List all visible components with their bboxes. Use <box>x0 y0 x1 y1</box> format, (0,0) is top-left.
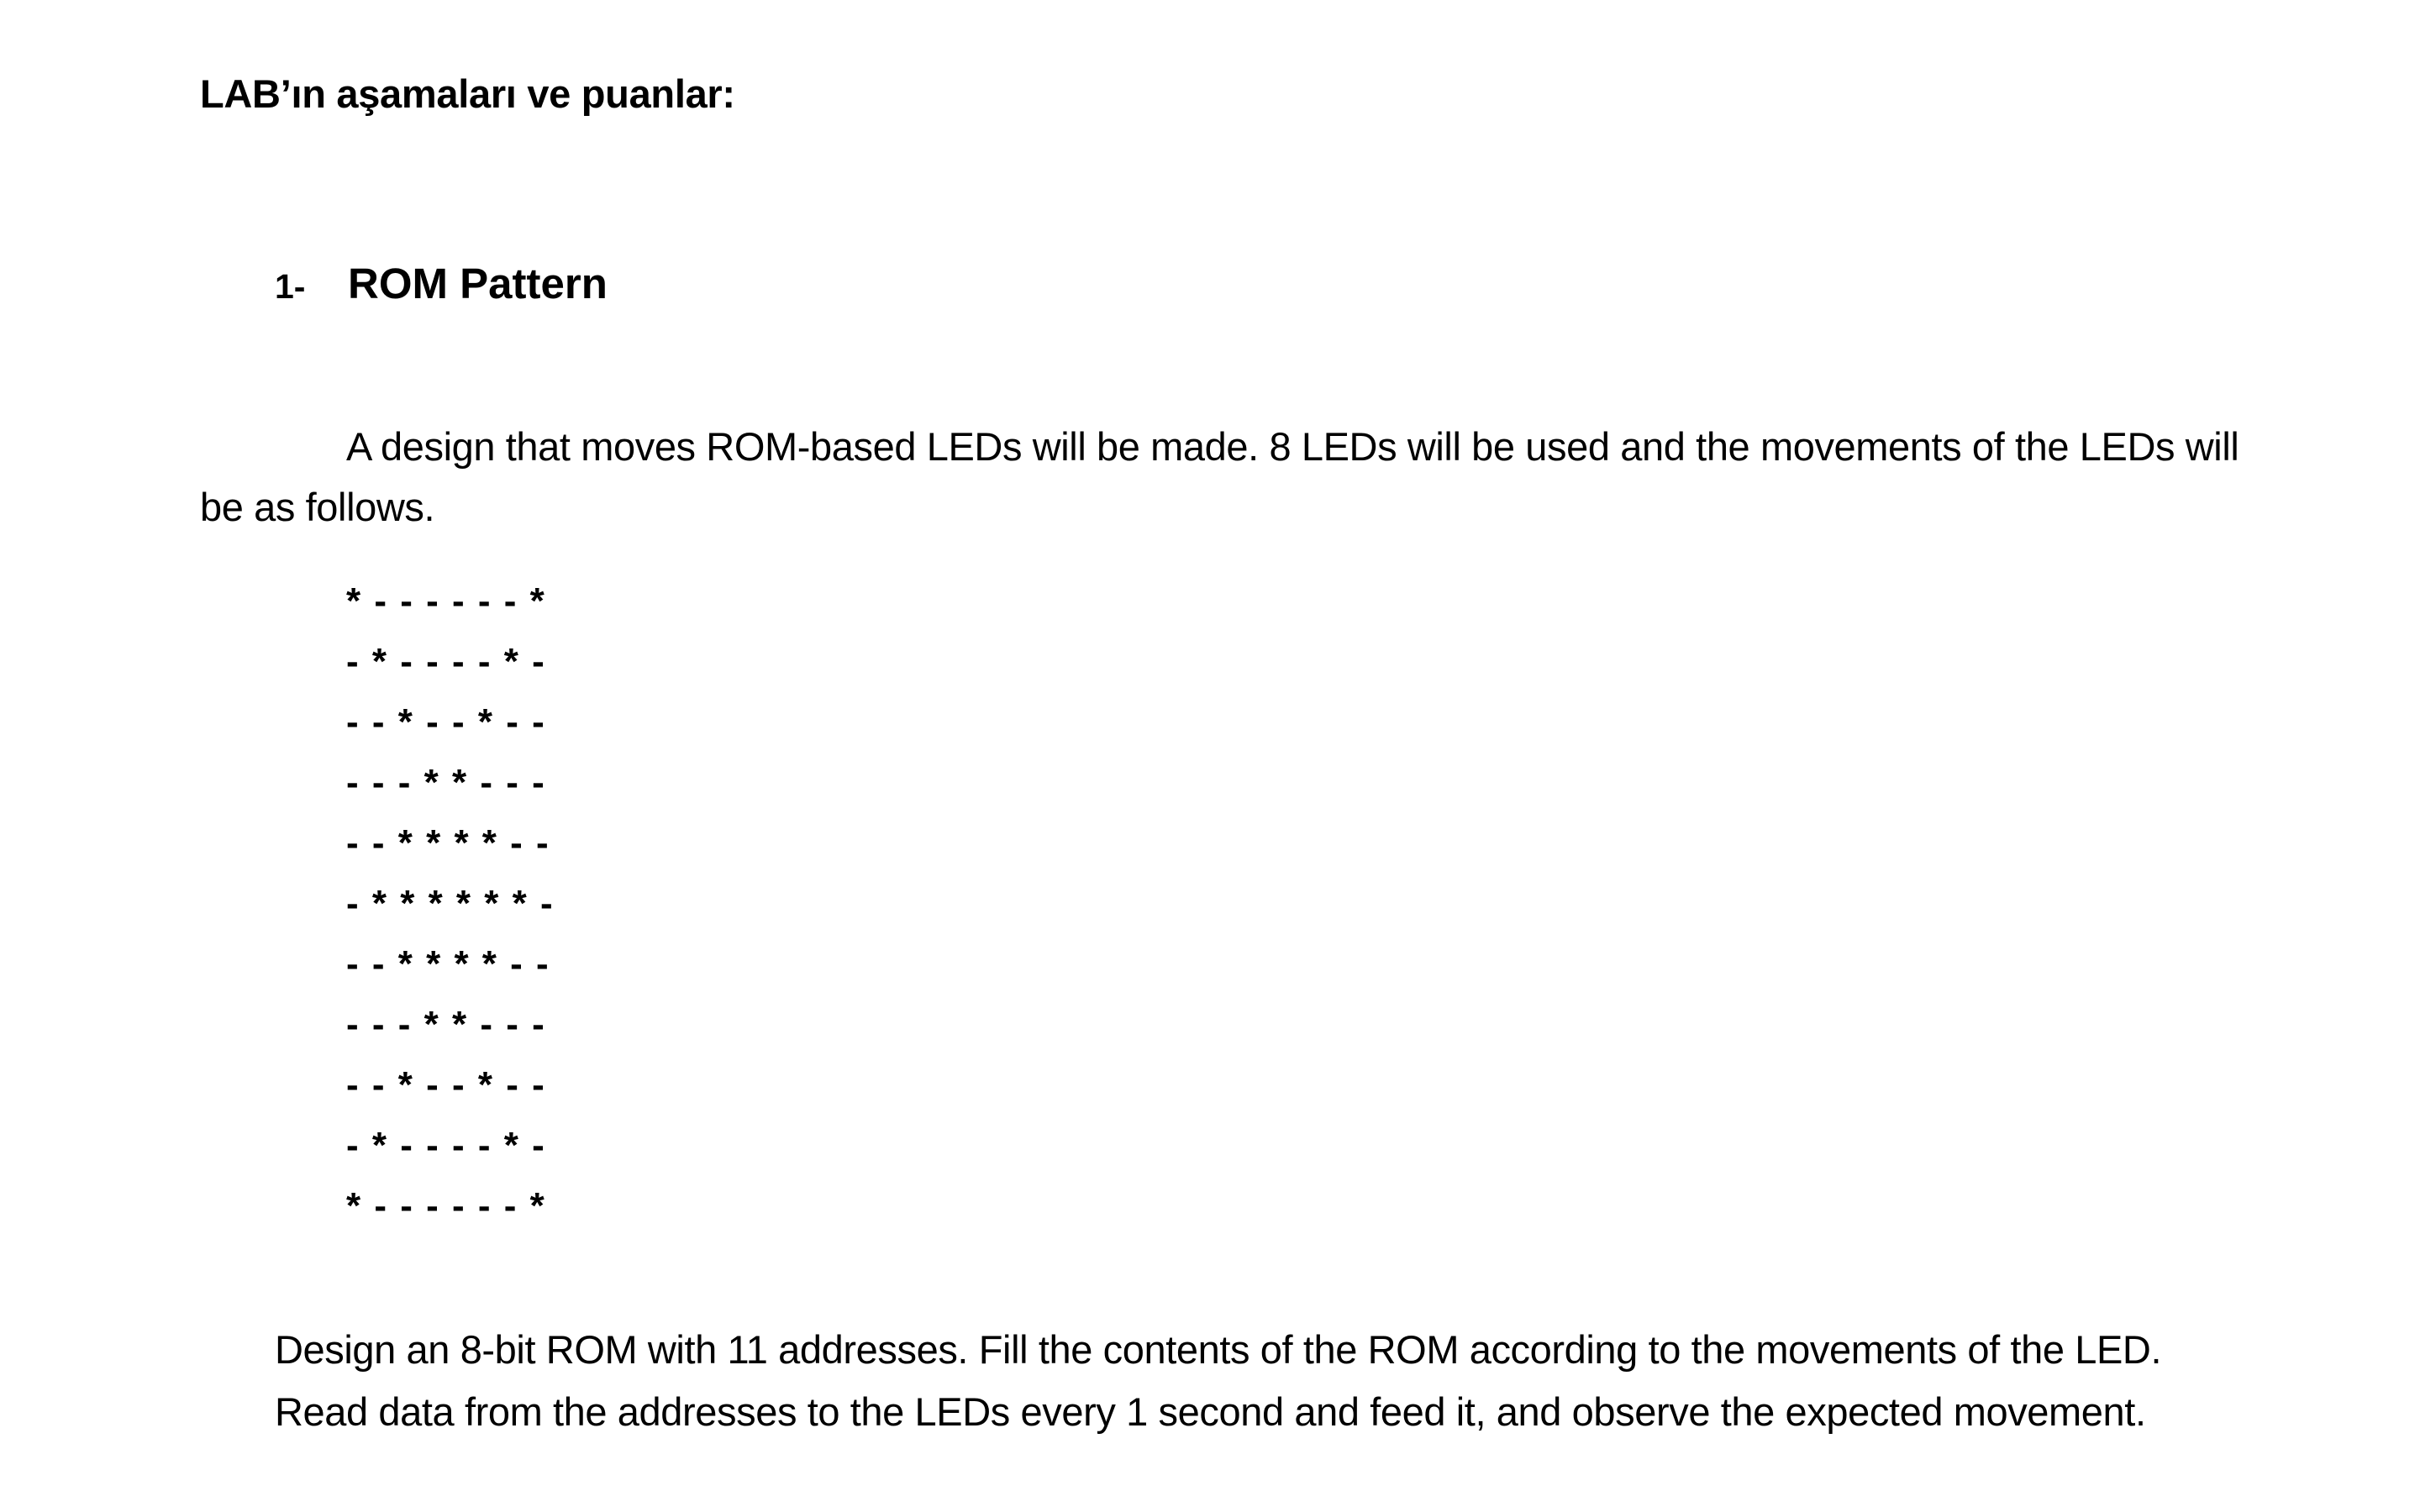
led-pattern-list <box>346 571 555 1236</box>
section-heading: LAB’ın aşamaları ve puanlar: <box>200 71 735 116</box>
subsection-title-text: ROM Pattern <box>348 260 608 307</box>
pattern-row: - * * * * * * - <box>346 883 555 924</box>
pattern-row: - * - - - - * - <box>346 1125 546 1166</box>
pattern-row: - - - * * - - - <box>346 1004 546 1045</box>
pattern-row: - - * * * * - - <box>346 943 550 984</box>
instructions-paragraph <box>275 1319 2325 1443</box>
intro-paragraph: A design that moves ROM-based LEDs will be made. 8 LEDs will be used and the movements of the LEDs will be as follows. <box>200 424 2239 529</box>
subsection-title <box>275 259 608 308</box>
pattern-row: - - - * * - - - <box>346 762 546 803</box>
pattern-row: - - * * * * - - <box>346 822 550 864</box>
pattern-row: - - * - - * - - <box>346 1064 546 1105</box>
instruction-line: Design an 8-bit ROM with 11 addresses. Fill the contents of the ROM according to the movements of the LED. <box>275 1327 2162 1372</box>
instruction-line: Read data from the addresses to the LEDs every 1 second and feed it, and observe the expected movement. <box>275 1389 2146 1434</box>
pattern-row: - * - - - - * - <box>346 641 546 682</box>
subsection-number: 1- <box>275 267 306 306</box>
pattern-row: * - - - - - - * <box>346 580 546 622</box>
pattern-row: * - - - - - - * <box>346 1185 546 1226</box>
pattern-row: - - * - - * - - <box>346 701 546 743</box>
